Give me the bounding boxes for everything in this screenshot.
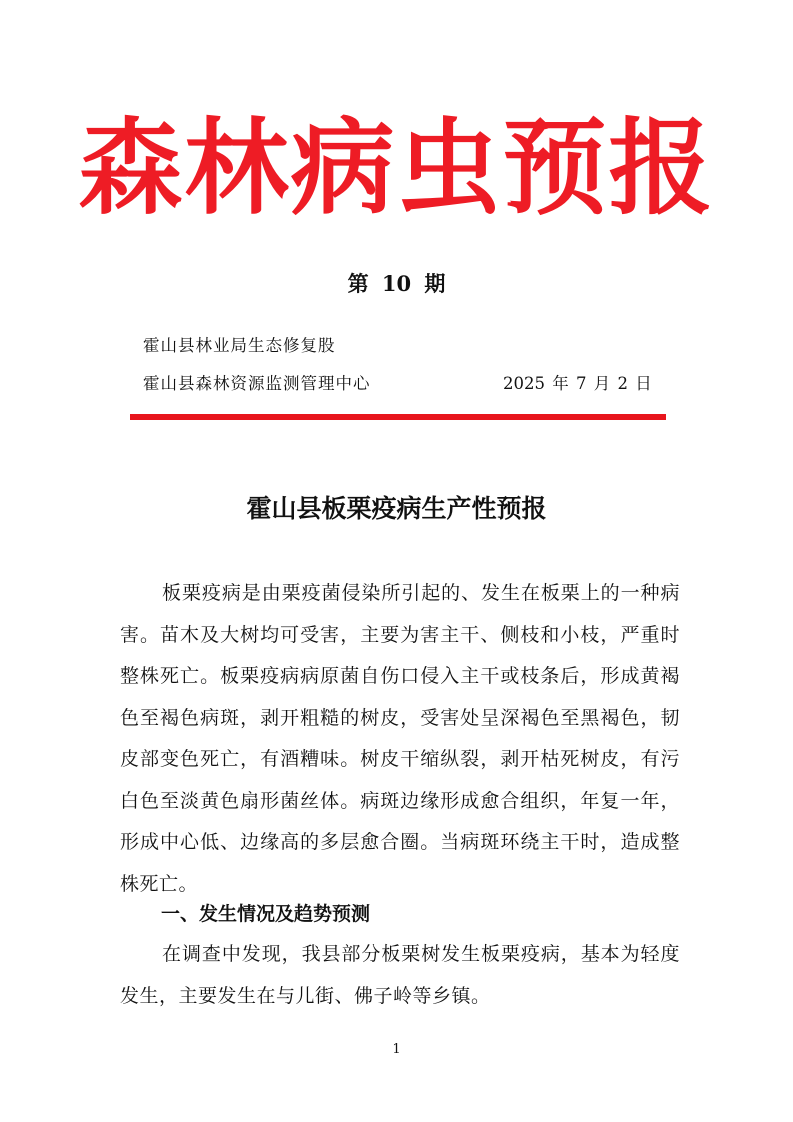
page-number: 1 xyxy=(392,1042,401,1057)
section-paragraph-occurrence: 在调查中发现，我县部分板栗树发生板栗疫病，基本为轻度发生，主要发生在与儿街、佛子岭等乡镇。 xyxy=(120,943,680,1007)
issuer-bureau: 霍山县林业局生态修复股 xyxy=(143,336,336,355)
masthead-title: 森林病虫预报 xyxy=(78,107,715,229)
document-title: 霍山县板栗疫病生产性预报 xyxy=(246,494,547,523)
issue-date: 2025 年 7 月 2 日 xyxy=(503,374,652,393)
intro-paragraph: 板栗疫病是由栗疫菌侵染所引起的、发生在板栗上的一种病害。苗木及大树均可受害，主要为害主干、侧枝和小枝，严重时整株死亡。板栗疫病病原菌自伤口侵入主干或枝条后，形成黄褐色至褐色病斑，剥开粗糙的树皮，受害处呈深褐色至黑褐色，韧皮部变色死亡，有酒糟味。树皮干缩纵裂，剥开枯死树皮，有污白色至淡黄色扇形菌丝体。病斑边缘形成愈合组织，年复一年，形成中心低、边缘高的多层愈合圈。当病斑环绕主干时，造成整株死亡。 xyxy=(120,582,680,895)
issuer-center: 霍山县森林资源监测管理中心 xyxy=(143,374,371,393)
section-heading-occurrence: 一、发生情况及趋势预测 xyxy=(161,903,371,925)
issue-number: 第 10 期 xyxy=(347,271,446,296)
red-divider-rule xyxy=(130,414,666,420)
